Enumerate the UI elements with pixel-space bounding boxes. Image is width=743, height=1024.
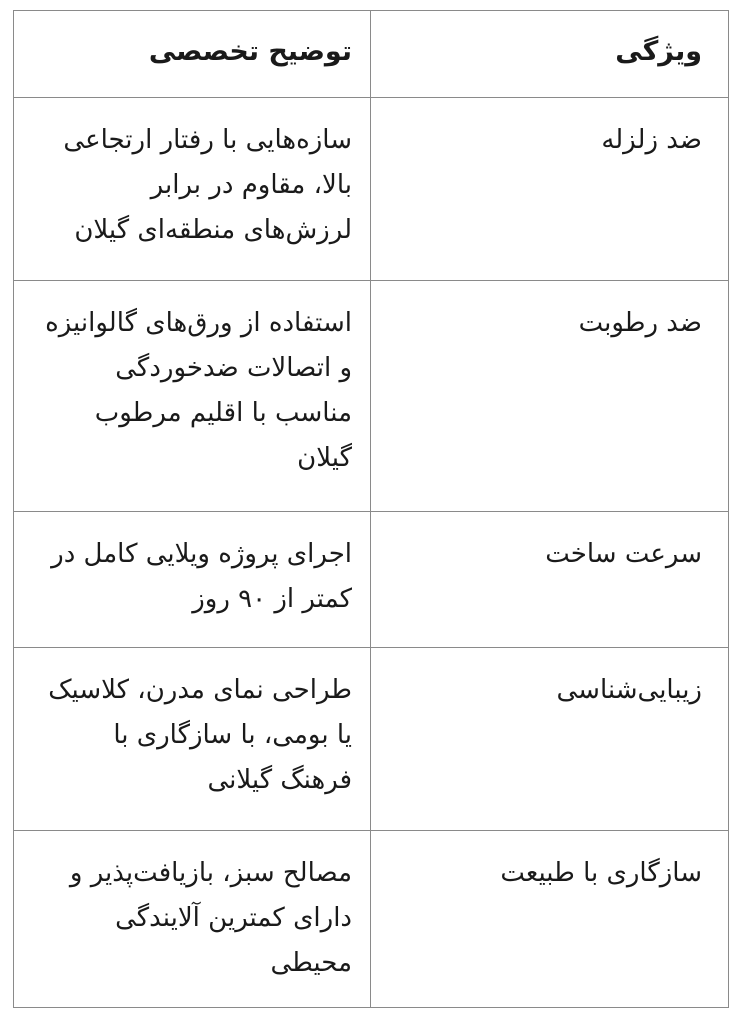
row-feature: ضد رطوبت bbox=[371, 281, 728, 512]
header-feature: ویژگی bbox=[371, 11, 728, 98]
row-description: سازه‌هایی با رفتار ارتجاعی بالا، مقاوم در برابر لرزش‌های منطقه‌ای گیلان bbox=[14, 98, 371, 281]
row-description: اجرای پروژه ویلایی کامل در کمتر از ۹۰ روز bbox=[14, 512, 371, 648]
row-feature: ضد زلزله bbox=[371, 98, 728, 281]
row-feature: زیبایی‌شناسی bbox=[371, 648, 728, 831]
row-description: طراحی نمای مدرن، کلاسیک یا بومی، با سازگاری با فرهنگ گیلانی bbox=[14, 648, 371, 831]
header-description: توضیح تخصصی bbox=[14, 11, 371, 98]
features-table bbox=[13, 10, 729, 1008]
row-feature: سازگاری با طبیعت bbox=[500, 858, 702, 888]
row-feature: سرعت ساخت bbox=[371, 512, 728, 648]
row-description: استفاده از ورق‌های گالوانیزه و اتصالات ضدخوردگی مناسب با اقلیم مرطوب گیلان bbox=[14, 281, 371, 512]
row-description: مصالح سبز، بازیافت‌پذیر و دارای کمترین آلایندگی محیطی bbox=[14, 831, 371, 1007]
